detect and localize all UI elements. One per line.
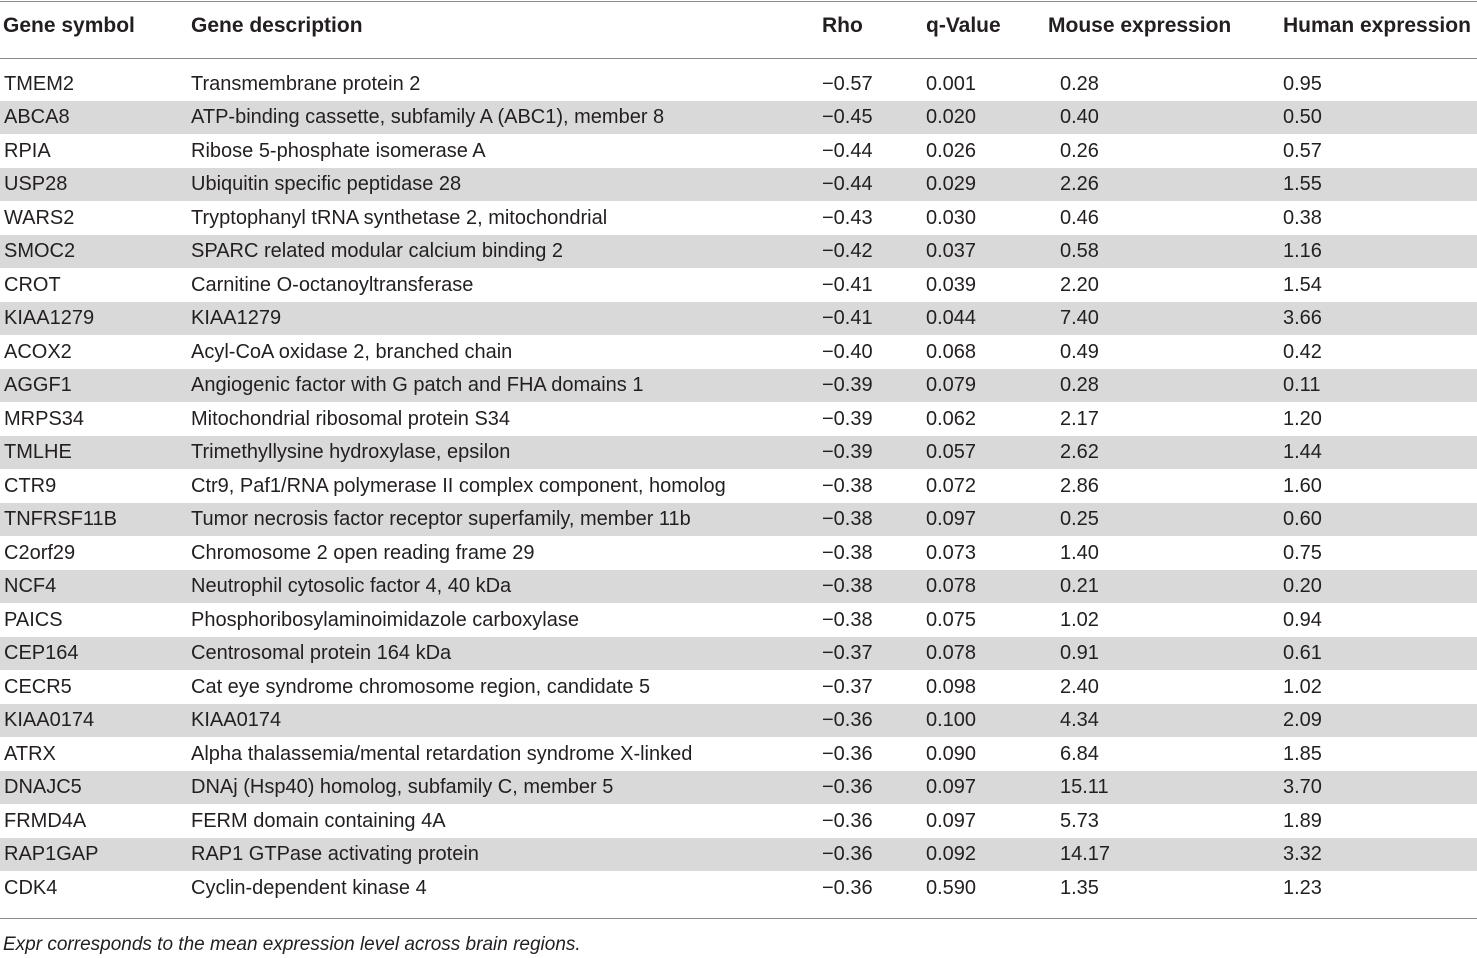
cell-q-value: 0.075 [926, 608, 977, 631]
table-row [0, 536, 1477, 570]
cell-gene-description: Ubiquitin specific peptidase 28 [187, 168, 822, 202]
table-row [0, 134, 1477, 168]
table-row [0, 771, 1477, 805]
cell-human-expression: 2.09 [1283, 704, 1477, 738]
cell-gene-symbol: WARS2 [4, 206, 75, 229]
cell-mouse-expression: 0.21 [1048, 570, 1283, 604]
cell-q-value: 0.097 [926, 503, 1048, 537]
cell-gene-description: Mitochondrial ribosomal protein S34 [191, 407, 511, 430]
cell-gene-symbol: TMLHE [0, 436, 187, 470]
cell-gene-description: Neutrophil cytosolic factor 4, 40 kDa [187, 570, 822, 604]
cell-rho: −0.43 [822, 206, 873, 229]
cell-mouse-expression: 4.34 [1048, 704, 1283, 738]
cell-rho: −0.39 [822, 436, 926, 470]
cell-rho: −0.37 [822, 637, 926, 671]
cell-q-value: 0.057 [926, 436, 1048, 470]
cell-q-value: 0.097 [926, 771, 1048, 805]
cell-human-expression: 3.66 [1283, 302, 1477, 336]
table-row [0, 704, 1477, 738]
cell-gene-description: Tryptophanyl tRNA synthetase 2, mitochondrial [191, 206, 608, 229]
header-q-value: q-Value [926, 14, 1001, 37]
cell-mouse-expression: 0.28 [1048, 369, 1283, 403]
cell-human-expression: 0.20 [1283, 570, 1477, 604]
cell-human-expression: 0.94 [1283, 608, 1322, 631]
cell-human-expression: 1.54 [1283, 273, 1322, 296]
table-row [0, 570, 1477, 604]
cell-mouse-expression: 0.26 [1060, 139, 1099, 162]
cell-rho: −0.38 [822, 570, 926, 604]
cell-human-expression: 0.75 [1283, 541, 1322, 564]
cell-q-value: 0.097 [926, 809, 977, 832]
cell-gene-description: SPARC related modular calcium binding 2 [187, 235, 822, 269]
cell-mouse-expression: 1.40 [1060, 541, 1099, 564]
cell-q-value: 0.026 [926, 139, 977, 162]
cell-gene-symbol: MRPS34 [4, 407, 85, 430]
cell-mouse-expression: 0.25 [1048, 503, 1283, 537]
cell-human-expression: 1.60 [1283, 474, 1322, 497]
cell-gene-symbol: KIAA1279 [0, 302, 187, 336]
cell-q-value: 0.098 [926, 675, 977, 698]
cell-gene-description: Cat eye syndrome chromosome region, candidate 5 [191, 675, 651, 698]
table-row [0, 871, 1477, 905]
cell-rho: −0.36 [822, 742, 873, 765]
table-header [0, 0, 1477, 58]
table-row [0, 302, 1477, 336]
cell-human-expression: 0.50 [1283, 101, 1477, 135]
table-row [0, 637, 1477, 671]
cell-mouse-expression: 2.26 [1048, 168, 1283, 202]
table-row [0, 737, 1477, 771]
cell-gene-symbol: RAP1GAP [0, 838, 187, 872]
cell-gene-description: Acyl-CoA oxidase 2, branched chain [191, 340, 513, 363]
cell-q-value: 0.078 [926, 570, 1048, 604]
cell-gene-symbol: TMEM2 [4, 72, 74, 95]
cell-q-value: 0.037 [926, 235, 1048, 269]
table-row [0, 235, 1477, 269]
cell-human-expression: 0.57 [1283, 139, 1322, 162]
cell-mouse-expression: 0.58 [1048, 235, 1283, 269]
cell-human-expression: 1.55 [1283, 168, 1477, 202]
header-mouse-expression: Mouse expression [1048, 14, 1232, 37]
cell-rho: −0.39 [822, 407, 873, 430]
cell-rho: −0.38 [822, 503, 926, 537]
cell-gene-symbol: CECR5 [4, 675, 72, 698]
cell-mouse-expression: 15.11 [1048, 771, 1283, 805]
table-row [0, 603, 1477, 637]
cell-mouse-expression: 2.40 [1060, 675, 1099, 698]
cell-rho: −0.37 [822, 675, 873, 698]
cell-rho: −0.38 [822, 474, 873, 497]
cell-gene-description: DNAj (Hsp40) homolog, subfamily C, member 5 [187, 771, 822, 805]
cell-mouse-expression: 0.40 [1048, 101, 1283, 135]
cell-mouse-expression: 2.86 [1060, 474, 1099, 497]
cell-gene-description: Transmembrane protein 2 [191, 72, 421, 95]
cell-gene-symbol: C2orf29 [4, 541, 76, 564]
cell-gene-symbol: CTR9 [4, 474, 57, 497]
cell-rho: −0.40 [822, 340, 873, 363]
cell-mouse-expression: 0.49 [1060, 340, 1099, 363]
cell-gene-symbol: SMOC2 [0, 235, 187, 269]
cell-q-value: 0.079 [926, 369, 1048, 403]
cell-mouse-expression: 1.35 [1060, 876, 1099, 899]
cell-rho: −0.36 [822, 809, 873, 832]
cell-human-expression: 1.85 [1283, 742, 1322, 765]
cell-gene-symbol: TNFRSF11B [0, 503, 187, 537]
cell-q-value: 0.068 [926, 340, 977, 363]
cell-rho: −0.44 [822, 139, 873, 162]
cell-gene-symbol: ACOX2 [4, 340, 72, 363]
cell-q-value: 0.072 [926, 474, 977, 497]
cell-rho: −0.42 [822, 235, 926, 269]
cell-gene-description: Cyclin-dependent kinase 4 [191, 876, 427, 899]
cell-rho: −0.36 [822, 771, 926, 805]
table-row [0, 670, 1477, 704]
cell-mouse-expression: 14.17 [1048, 838, 1283, 872]
header-human-expression: Human expression [1283, 14, 1471, 37]
header-rho: Rho [822, 14, 863, 37]
cell-rho: −0.41 [822, 273, 873, 296]
cell-rho: −0.36 [822, 876, 873, 899]
table-row [0, 838, 1477, 872]
cell-rho: −0.38 [822, 608, 873, 631]
cell-gene-description: Alpha thalassemia/mental retardation syndrome X-linked [191, 742, 693, 765]
table-row [0, 168, 1477, 202]
cell-gene-symbol: PAICS [4, 608, 63, 631]
cell-gene-description: FERM domain containing 4A [191, 809, 446, 832]
cell-gene-symbol: USP28 [0, 168, 187, 202]
cell-human-expression: 3.32 [1283, 838, 1477, 872]
cell-rho: −0.57 [822, 72, 873, 95]
cell-human-expression: 1.16 [1283, 235, 1477, 269]
cell-rho: −0.45 [822, 101, 926, 135]
cell-mouse-expression: 0.28 [1060, 72, 1099, 95]
cell-q-value: 0.039 [926, 273, 977, 296]
cell-human-expression: 0.95 [1283, 72, 1322, 95]
cell-rho: −0.38 [822, 541, 873, 564]
cell-mouse-expression: 5.73 [1060, 809, 1099, 832]
cell-gene-symbol: AGGF1 [0, 369, 187, 403]
cell-human-expression: 0.60 [1283, 503, 1477, 537]
cell-human-expression: 0.11 [1283, 369, 1477, 403]
table-row [0, 67, 1477, 101]
cell-gene-description: Ribose 5-phosphate isomerase A [191, 139, 486, 162]
cell-gene-symbol: ATRX [4, 742, 56, 765]
cell-human-expression: 1.44 [1283, 436, 1477, 470]
cell-gene-symbol: KIAA0174 [0, 704, 187, 738]
cell-mouse-expression: 2.17 [1060, 407, 1099, 430]
table-row [0, 201, 1477, 235]
cell-q-value: 0.020 [926, 101, 1048, 135]
cell-rho: −0.44 [822, 168, 926, 202]
cell-gene-description: Angiogenic factor with G patch and FHA domains 1 [187, 369, 822, 403]
table-row [0, 469, 1477, 503]
cell-gene-symbol: CROT [4, 273, 61, 296]
header-gene-description: Gene description [191, 14, 363, 37]
table-row [0, 335, 1477, 369]
cell-rho: −0.41 [822, 302, 926, 336]
cell-gene-description: Ctr9, Paf1/RNA polymerase II complex component, homolog [191, 474, 726, 497]
cell-human-expression: 1.23 [1283, 876, 1322, 899]
cell-mouse-expression: 2.62 [1048, 436, 1283, 470]
cell-gene-description: Chromosome 2 open reading frame 29 [191, 541, 535, 564]
cell-q-value: 0.078 [926, 637, 1048, 671]
cell-human-expression: 3.70 [1283, 771, 1477, 805]
table-row [0, 101, 1477, 135]
table-row [0, 503, 1477, 537]
cell-mouse-expression: 0.46 [1060, 206, 1099, 229]
cell-q-value: 0.030 [926, 206, 977, 229]
cell-q-value: 0.062 [926, 407, 977, 430]
table-body [0, 58, 1477, 905]
cell-gene-description: ATP-binding cassette, subfamily A (ABC1), member 8 [187, 101, 822, 135]
cell-gene-symbol: NCF4 [0, 570, 187, 604]
cell-human-expression: 0.61 [1283, 637, 1477, 671]
cell-human-expression: 1.89 [1283, 809, 1322, 832]
table-footnote: Expr corresponds to the mean expression level across brain regions. [3, 934, 581, 955]
cell-gene-symbol: ABCA8 [0, 101, 187, 135]
cell-gene-description: Trimethyllysine hydroxylase, epsilon [187, 436, 822, 470]
table-row [0, 268, 1477, 302]
cell-q-value: 0.092 [926, 838, 1048, 872]
cell-gene-symbol: CEP164 [0, 637, 187, 671]
cell-q-value: 0.044 [926, 302, 1048, 336]
table-row [0, 369, 1477, 403]
cell-q-value: 0.100 [926, 704, 1048, 738]
cell-rho: −0.39 [822, 369, 926, 403]
cell-human-expression: 0.42 [1283, 340, 1322, 363]
table-row [0, 402, 1477, 436]
cell-gene-description: Carnitine O-octanoyltransferase [191, 273, 474, 296]
header-gene-symbol: Gene symbol [3, 14, 135, 37]
cell-mouse-expression: 6.84 [1060, 742, 1099, 765]
cell-mouse-expression: 7.40 [1048, 302, 1283, 336]
cell-mouse-expression: 0.91 [1048, 637, 1283, 671]
cell-human-expression: 0.38 [1283, 206, 1322, 229]
cell-human-expression: 1.20 [1283, 407, 1322, 430]
cell-q-value: 0.590 [926, 876, 977, 899]
cell-gene-symbol: RPIA [4, 139, 51, 162]
cell-gene-description: KIAA0174 [187, 704, 822, 738]
cell-rho: −0.36 [822, 838, 926, 872]
cell-gene-symbol: DNAJC5 [0, 771, 187, 805]
table-bottom-rule [0, 918, 1477, 919]
cell-gene-description: RAP1 GTPase activating protein [187, 838, 822, 872]
cell-rho: −0.36 [822, 704, 926, 738]
cell-human-expression: 1.02 [1283, 675, 1322, 698]
cell-gene-description: Phosphoribosylaminoimidazole carboxylase [191, 608, 579, 631]
cell-gene-description: Tumor necrosis factor receptor superfamily, member 11b [187, 503, 822, 537]
cell-gene-symbol: FRMD4A [4, 809, 87, 832]
table-row [0, 804, 1477, 838]
cell-gene-description: Centrosomal protein 164 kDa [187, 637, 822, 671]
table-row [0, 436, 1477, 470]
cell-q-value: 0.090 [926, 742, 977, 765]
cell-q-value: 0.029 [926, 168, 1048, 202]
cell-mouse-expression: 2.20 [1060, 273, 1099, 296]
cell-mouse-expression: 1.02 [1060, 608, 1099, 631]
cell-gene-description: KIAA1279 [187, 302, 822, 336]
cell-q-value: 0.001 [926, 72, 977, 95]
cell-gene-symbol: CDK4 [4, 876, 58, 899]
cell-q-value: 0.073 [926, 541, 977, 564]
